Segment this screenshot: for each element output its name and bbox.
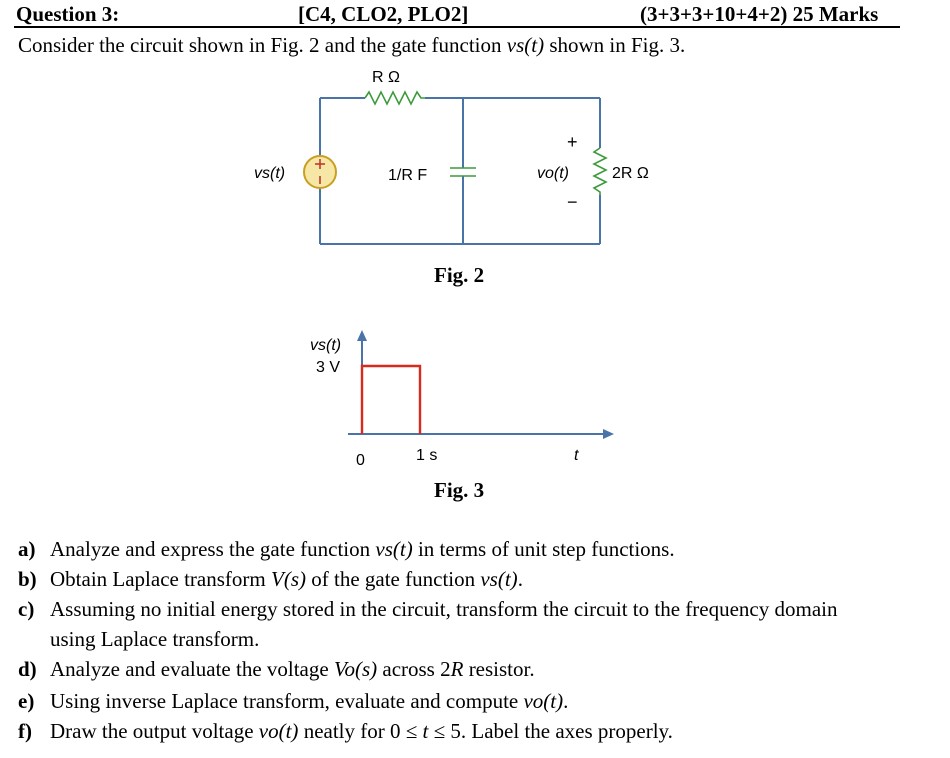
y-axis-arrow (357, 330, 367, 341)
question-f: f) Draw the output voltage vo(t) neatly for 0 ≤ t ≤ 5. Label the axes properly. (18, 719, 673, 743)
intro-signal: vs(t) (506, 33, 545, 57)
question-d: d) Analyze and evaluate the voltage Vo(s) across 2R resistor. (18, 657, 535, 681)
question-e: e) Using inverse Laplace transform, evaluate and compute vo(t). (18, 689, 569, 713)
output-minus: − (567, 192, 578, 212)
resistor-right-label: 2R Ω (612, 165, 649, 182)
waveform-xlabel: t (574, 447, 579, 464)
resistor-top-label: R Ω (372, 69, 400, 86)
gate-pulse (362, 366, 420, 434)
x-axis-arrow (603, 429, 614, 439)
waveform-origin: 0 (356, 452, 365, 469)
waveform-ylabel: vs(t) (310, 337, 342, 354)
question-b: b) Obtain Laplace transform V(s) of the gate function vs(t). (18, 567, 523, 591)
resistor-top (365, 92, 425, 104)
capacitor (450, 168, 476, 176)
waveform-amplitude: 3 V (316, 359, 341, 376)
intro-text: Consider the circuit shown in Fig. 2 and the gate function vs(t) shown in Fig. 3. (18, 33, 686, 57)
question-a: a) Analyze and express the gate function vs(t) in terms of unit step functions. (18, 537, 675, 561)
output-label: vo(t) (537, 165, 569, 182)
question-marks: (3+3+3+10+4+2) 25 Marks (640, 2, 879, 26)
resistor-right (594, 148, 606, 195)
pulse-waveform (0, 310, 950, 480)
question-number: Question 3: (16, 2, 120, 26)
circuit-diagram (0, 0, 950, 300)
question-c: c) Assuming no initial energy stored in the circuit, transform the circuit to the frequency domain (18, 597, 838, 621)
source-label: vs(t) (254, 165, 286, 182)
fig2-caption: Fig. 2 (434, 263, 485, 287)
question-c-continuation: using Laplace transform. (50, 627, 260, 651)
capacitor-label: 1/R F (388, 167, 428, 184)
question-tags: [C4, CLO2, PLO2] (298, 2, 469, 26)
fig3-caption: Fig. 3 (434, 478, 485, 502)
output-plus: + (567, 132, 578, 152)
waveform-pulse-end: 1 s (416, 447, 438, 464)
